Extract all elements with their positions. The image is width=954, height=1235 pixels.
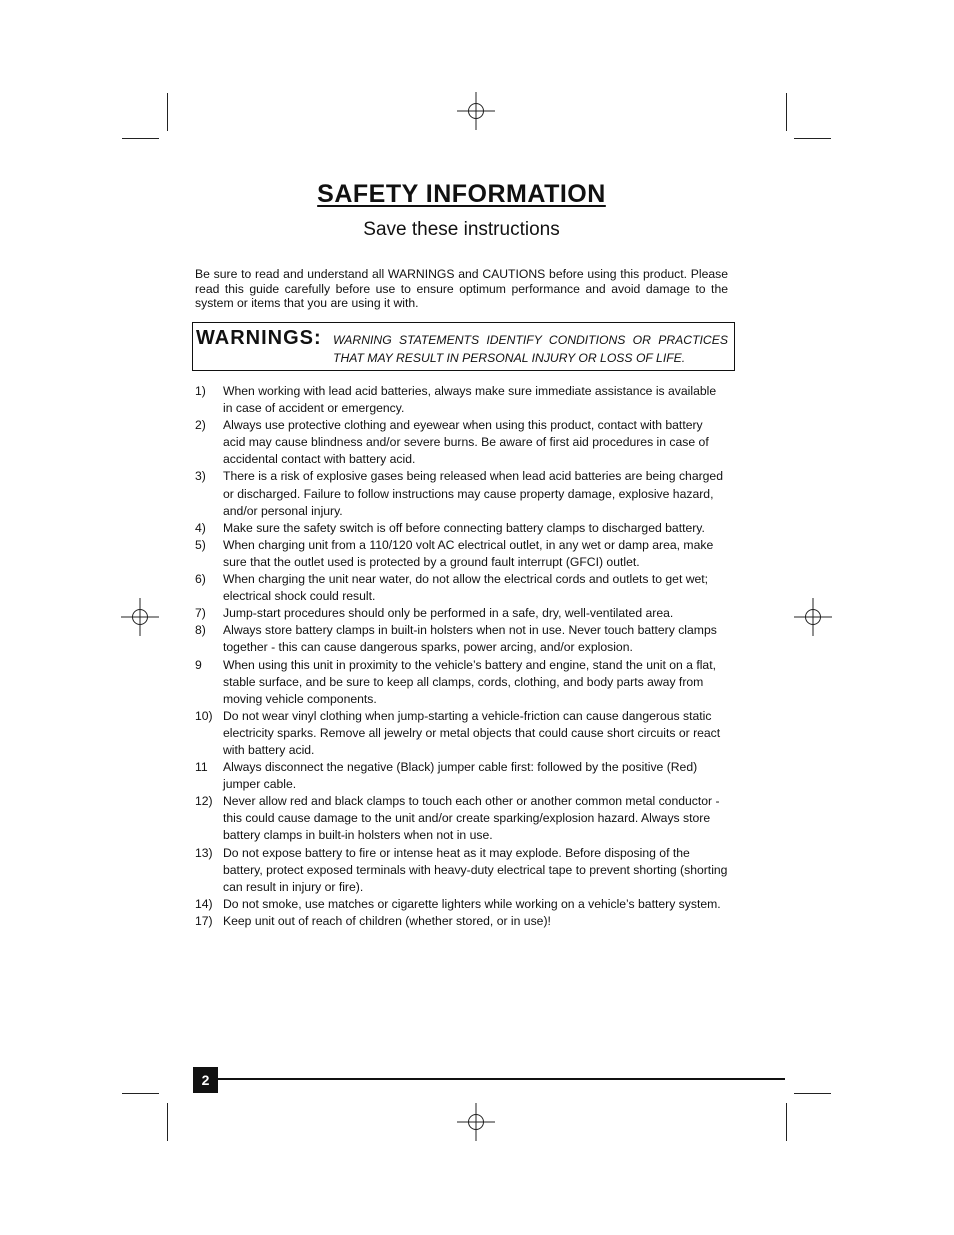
list-item — [195, 468, 728, 519]
list-item — [195, 793, 728, 844]
safety-list — [195, 383, 728, 930]
page-subtitle: Save these instructions — [363, 219, 560, 240]
item-text: Jump-start procedures should only be performed in a safe, dry, well-ventilated area. — [223, 606, 674, 621]
item-number: 8) — [195, 623, 206, 638]
page-title: SAFETY INFORMATION — [317, 180, 606, 208]
crop-mark-top-left-vertical — [167, 93, 168, 131]
item-text: Always use protective clothing and eyewear when using this product, contact with battery acid may cause blindness and/or severe burns. Be aware of first aid procedures in case of accidental contact with battery acid. — [223, 418, 709, 467]
item-number: 6) — [195, 572, 206, 587]
warnings-statement: WARNING STATEMENTS IDENTIFY CONDITIONS OR PRACTICES THAT MAY RESULT IN PERSONAL INJURY OR LOSS OF LIFE. — [333, 333, 728, 365]
item-number: 4) — [195, 520, 206, 535]
crop-mark-bottom-right-vertical — [786, 1103, 787, 1141]
item-text: Keep unit out of reach of children (whether stored, or in use)! — [223, 913, 551, 928]
item-text: Never allow red and black clamps to touch each other or another common metal conductor - this could cause damage to the unit and/or create sparking/explosion hazard. Always store battery clamps in built-in holsters when not in use. — [223, 794, 720, 843]
warnings-label: WARNINGS: — [196, 327, 322, 349]
item-number: 2) — [195, 418, 206, 433]
item-number: 12) — [195, 794, 213, 809]
item-text: Make sure the safety switch is off before connecting battery clamps to discharged battery. — [223, 520, 705, 535]
registration-mark-right-icon — [794, 598, 832, 636]
item-number: 1) — [195, 384, 206, 398]
warnings-box — [192, 322, 735, 371]
title-block — [195, 180, 728, 241]
item-number: 7) — [195, 606, 206, 621]
list-item — [195, 537, 728, 571]
item-number: 17) — [195, 913, 213, 928]
crop-mark-top-right-vertical — [786, 93, 787, 131]
item-number: 10) — [195, 708, 213, 723]
item-text: There is a risk of explosive gases being released when lead acid batteries are being charged or discharged. Failure to follow instructions may cause property damage, explosive hazard, and/or personal injury. — [223, 469, 723, 518]
item-text: Always disconnect the negative (Black) jumper cable first: followed by the positive (Red) jumper cable. — [223, 760, 698, 792]
list-item — [195, 708, 728, 759]
list-item — [195, 520, 728, 537]
item-number: 14) — [195, 896, 213, 911]
list-item — [195, 845, 728, 896]
crop-mark-bottom-right-horizontal — [794, 1093, 831, 1094]
list-item — [195, 622, 728, 656]
list-item — [195, 657, 728, 708]
registration-mark-bottom-icon — [457, 1103, 495, 1141]
crop-mark-bottom-left-horizontal — [122, 1093, 159, 1094]
item-text: Do not expose battery to fire or intense heat as it may explode. Before disposing of the battery, protect exposed terminals with heavy-duty electrical tape to prevent shorting (shorting can result in injury or fire). — [223, 845, 728, 894]
item-text: When charging unit from a 110/120 volt AC electrical outlet, in any wet or damp area, make sure that the outlet used is protected by a ground fault interrupt (GFCI) outlet. — [223, 537, 714, 569]
list-item — [195, 896, 728, 913]
item-text: Do not wear vinyl clothing when jump-starting a vehicle-friction can cause dangerous static electricity sparks. Remove all jewelry or metal objects that could cause short circuits or react with battery acid. — [223, 708, 721, 757]
crop-mark-top-right-horizontal — [794, 138, 831, 139]
item-text: Always store battery clamps in built-in holsters when not in use. Never touch battery clamps together - this can cause dangerous sparks, power arcing, and/or explosion. — [223, 623, 717, 655]
crop-mark-top-left-horizontal — [122, 138, 159, 139]
item-text: When using this unit in proximity to the vehicle’s battery and engine, stand the unit on a flat, stable surface, and be sure to keep all clamps, cords, clothing, and body parts away from moving vehicle components. — [223, 657, 716, 706]
list-item — [195, 913, 728, 930]
registration-mark-left-icon — [121, 598, 159, 636]
page-number: 2 — [193, 1067, 218, 1093]
item-text: When charging the unit near water, do not allow the electrical cords and outlets to get wet; electrical shock could result. — [223, 572, 709, 604]
list-item — [195, 759, 728, 793]
list-item — [195, 605, 728, 622]
list-item — [195, 571, 728, 605]
list-item — [195, 383, 728, 417]
item-number: 5) — [195, 537, 206, 552]
item-number: 11 — [195, 760, 208, 775]
registration-mark-top-icon — [457, 92, 495, 130]
item-text: Do not smoke, use matches or cigarette lighters while working on a vehicle’s battery system. — [223, 896, 721, 911]
item-number: 13) — [195, 845, 213, 860]
item-text: When working with lead acid batteries, always make sure immediate assistance is available in case of accident or emergency. — [223, 384, 717, 416]
footer-rule — [195, 1078, 785, 1080]
intro-paragraph: Be sure to read and understand all WARNINGS and CAUTIONS before using this product. Please read this guide carefully before use to ensure optimum performance and avoid damage to the system or items that you are using it with. — [195, 267, 728, 310]
crop-mark-bottom-left-vertical — [167, 1103, 168, 1141]
item-number: 9 — [195, 657, 202, 672]
item-number: 3) — [195, 469, 206, 484]
list-item — [195, 417, 728, 468]
